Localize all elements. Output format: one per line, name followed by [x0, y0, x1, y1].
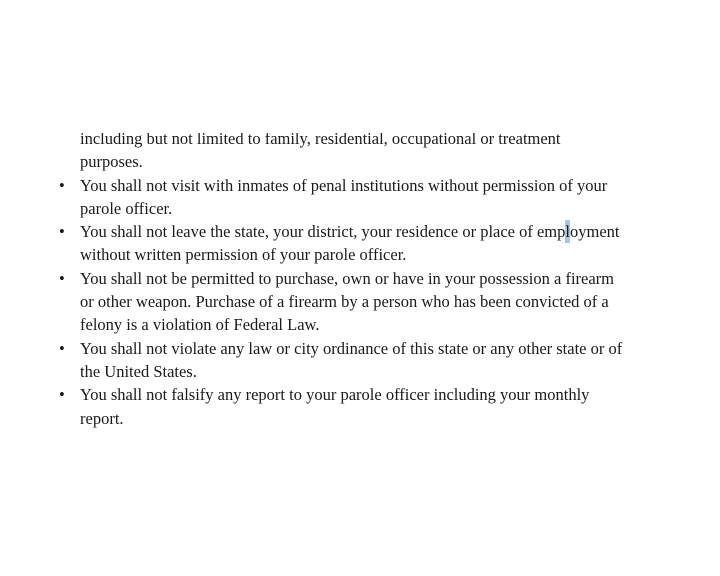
text-line: the United States.	[80, 361, 197, 381]
bullet-item-leave-state	[59, 220, 665, 267]
bullet-item-violate-law	[59, 337, 665, 384]
document-viewport[interactable]	[0, 133, 720, 576]
bullet-icon: •	[59, 175, 65, 195]
bullet-item-visit-inmates	[59, 174, 665, 221]
text-after-selection: oyment	[570, 222, 620, 242]
text-line: You shall not visit with inmates of penal institutions without permission of your	[80, 175, 608, 195]
text-line: purposes.	[80, 152, 143, 172]
text-line-with-selection	[80, 220, 665, 243]
text-selection-highlight: l	[565, 222, 570, 242]
paragraph-continuation	[80, 133, 665, 174]
bullet-item-firearm	[59, 267, 665, 337]
bullet-icon: •	[59, 268, 65, 288]
bullet-icon: •	[59, 222, 65, 242]
bullet-item-falsify-report	[59, 383, 665, 430]
text-line: You shall not violate any law or city ordinance of this state or any other state or of	[80, 338, 623, 358]
bullet-icon: •	[59, 385, 65, 405]
bullet-icon: •	[59, 338, 65, 358]
text-line: parole officer.	[80, 198, 173, 218]
text-line: including but not limited to family, residential, occupational or treatment	[80, 133, 561, 148]
document-content	[59, 133, 665, 430]
text-before-selection: You shall not leave the state, your district, your residence or place of emp	[80, 222, 566, 242]
text-line: You shall not falsify any report to your parole officer including your monthly	[80, 385, 590, 405]
text-line: without written permission of your parole officer.	[80, 245, 407, 265]
text-line: felony is a violation of Federal Law.	[80, 315, 320, 335]
text-line: report.	[80, 408, 124, 428]
text-line: You shall not be permitted to purchase, own or have in your possession a firearm	[80, 268, 615, 288]
text-line: or other weapon. Purchase of a firearm by a person who has been convicted of a	[80, 292, 609, 312]
